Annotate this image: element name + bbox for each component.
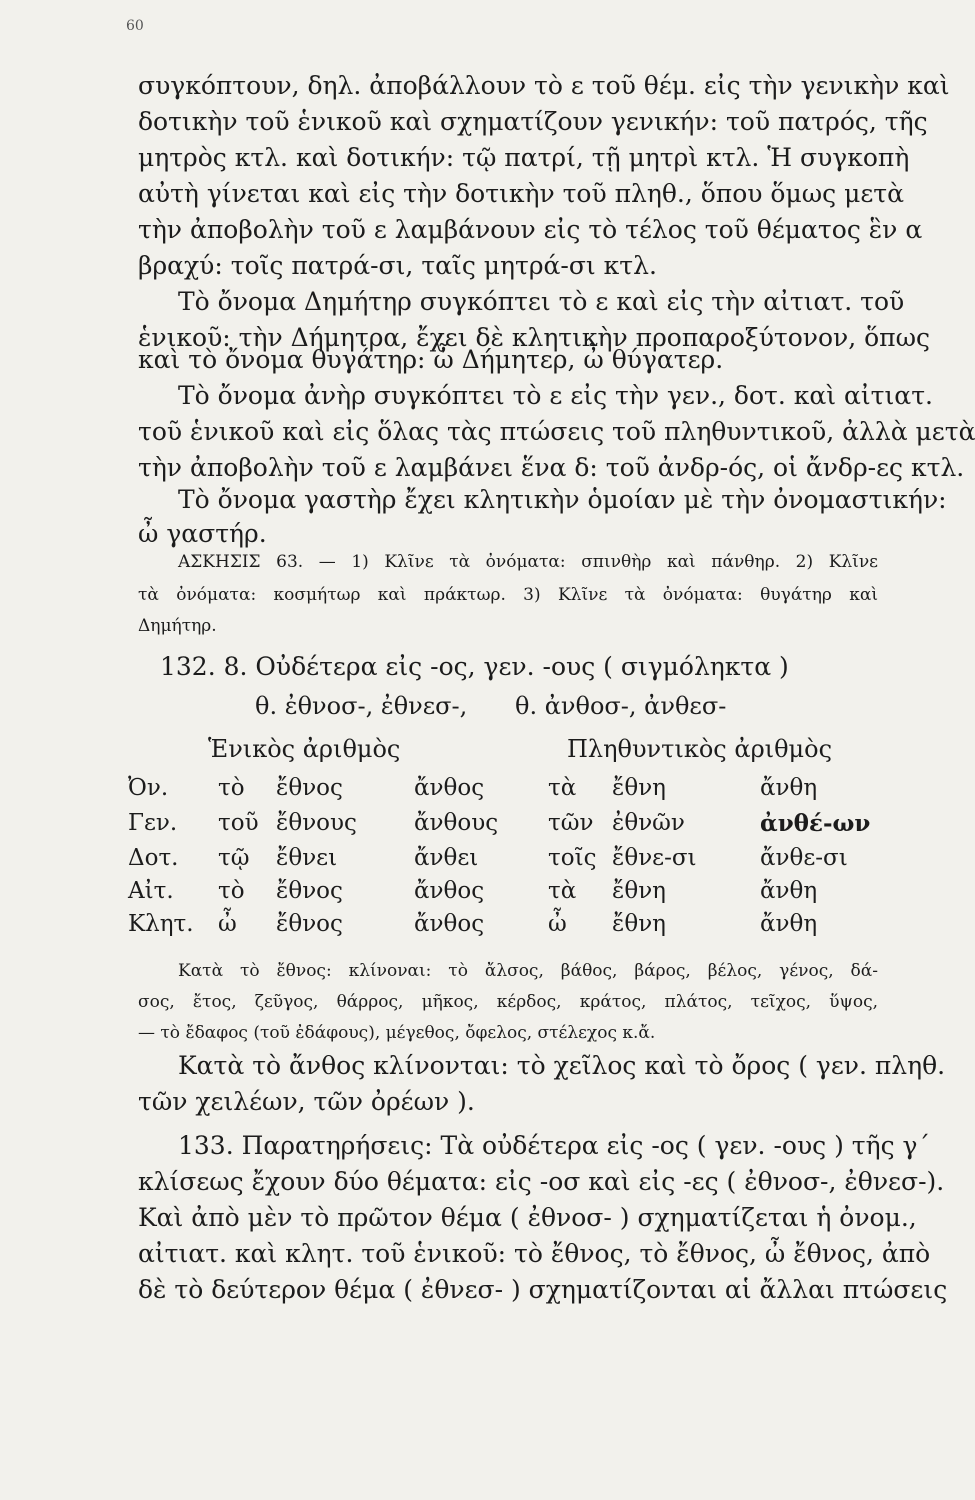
article-sg: τὸ bbox=[218, 878, 245, 904]
case-label: Δοτ. bbox=[128, 845, 179, 871]
text-line: ἑνικοῦ: τὴν Δήμητρα, ἔχει δὲ κλητικὴν προπαροξύτονον, ὅπως bbox=[138, 323, 930, 352]
case-label: Γεν. bbox=[128, 810, 178, 836]
text-line: τὴν ἀποβολὴν τοῦ ε λαμβάνουν εἰς τὸ τέλος τοῦ θέματος ἓν α bbox=[138, 215, 923, 244]
text-line: Κατὰ τὸ ἄνθος κλίνονται: τὸ χεῖλος καὶ τὸ ὄρος ( γεν. πληθ. bbox=[178, 1051, 946, 1080]
word2-pl: ἄνθη bbox=[760, 911, 818, 937]
stems-right: θ. ἀνθοσ-, ἀνθεσ- bbox=[515, 692, 727, 720]
word1-pl: ἐθνῶν bbox=[612, 810, 685, 836]
word1-pl: ἔθνη bbox=[612, 911, 666, 937]
word2-sg: ἄνθος bbox=[414, 911, 485, 937]
text-line: Τὸ ὄνομα γαστὴρ ἔχει κλητικὴν ὁμοίαν μὲ τὴν ὀνομαστικήν: bbox=[178, 485, 947, 514]
word1-pl: ἔθνη bbox=[612, 775, 666, 801]
exercise-line: Δημήτηρ. bbox=[138, 616, 217, 636]
text-line: ὦ γαστήρ. bbox=[138, 519, 267, 548]
section-heading: 132. 8. Οὐδέτερα εἰς -ος, γεν. -ους ( σιγμόληκτα ) bbox=[160, 652, 789, 681]
text-line: καὶ τὸ ὄνομα θυγάτηρ: ὦ Δήμητερ, ὦ θύγατερ. bbox=[138, 345, 724, 374]
word2-sg: ἄνθος bbox=[414, 878, 485, 904]
table-row bbox=[0, 775, 916, 813]
stems-left: θ. ἐθνοσ-, ἐθνεσ-, bbox=[255, 692, 468, 720]
exercise-line: τὰ ὀνόματα: κοσμήτωρ καὶ πράκτωρ. 3) Κλῖνε τὰ ὀνόματα: θυγάτηρ καὶ bbox=[138, 585, 878, 605]
word1-sg: ἔθνει bbox=[276, 845, 338, 871]
note-line: σος, ἔτος, ζεῦγος, θάρρος, μῆκος, κέρδος, κράτος, πλάτος, τεῖχος, ὕψος, bbox=[138, 992, 878, 1012]
note-line: — τὸ ἔδαφος (τοῦ ἐδάφους), μέγεθος, ὄφελος, στέλεχος κ.ἄ. bbox=[138, 1023, 656, 1043]
case-label: Αἰτ. bbox=[128, 878, 174, 904]
article-sg: τὸ bbox=[218, 775, 245, 801]
word2-pl: ἄνθη bbox=[760, 878, 818, 904]
article-pl: ὦ bbox=[548, 911, 567, 937]
page-number: 60 bbox=[126, 18, 144, 34]
plural-header: Πληθυντικὸς ἀριθμὸς bbox=[567, 735, 833, 763]
text-line: δὲ τὸ δεύτερον θέμα ( ἐθνεσ- ) σχηματίζονται αἱ ἄλλαι πτώσεις bbox=[138, 1275, 948, 1304]
case-label: Κλητ. bbox=[128, 911, 194, 937]
word2-pl: ἄνθη bbox=[760, 775, 818, 801]
text-line: Τὸ ὄνομα ἀνὴρ συγκόπτει τὸ ε εἰς τὴν γεν., δοτ. καὶ αἰτιατ. bbox=[178, 381, 933, 410]
table-row bbox=[0, 911, 916, 949]
exercise-line: ΑΣΚΗΣΙΣ 63. — 1) Κλῖνε τὰ ὀνόματα: σπινθὴρ καὶ πάνθηρ. 2) Κλῖνε bbox=[178, 552, 878, 572]
text-line: αὐτὴ γίνεται καὶ εἰς τὴν δοτικὴν τοῦ πληθ., ὅπου ὅμως μετὰ bbox=[138, 179, 904, 208]
text-line: βραχύ: τοῖς πατρά-σι, ταῖς μητρά-σι κτλ. bbox=[138, 251, 657, 280]
article-sg: ὦ bbox=[218, 911, 237, 937]
word2-sg: ἄνθους bbox=[414, 810, 499, 836]
article-pl: τὰ bbox=[548, 775, 577, 801]
text-line: Καὶ ἀπὸ μὲν τὸ πρῶτον θέμα ( ἐθνοσ- ) σχηματίζεται ἡ ὀνομ., bbox=[138, 1203, 917, 1232]
article-sg: τοῦ bbox=[218, 810, 259, 836]
text-line: αἰτιατ. καὶ κλητ. τοῦ ἑνικοῦ: τὸ ἔθνος, τὸ ἔθνος, ὦ ἔθνος, ἀπὸ bbox=[138, 1239, 931, 1268]
text-line: μητρὸς κτλ. καὶ δοτικήν: τῷ πατρί, τῇ μητρὶ κτλ. Ἡ συγκοπὴ bbox=[138, 143, 910, 172]
word1-sg: ἔθνους bbox=[276, 810, 357, 836]
word2-pl: ἄνθε-σι bbox=[760, 845, 848, 871]
word2-sg: ἄνθος bbox=[414, 775, 485, 801]
singular-header: Ἑνικὸς ἀριθμὸς bbox=[208, 735, 401, 763]
note-line: Κατὰ τὸ ἔθνος: κλίνοναι: τὸ ἄλσος, βάθος, βάρος, βέλος, γένος, δά- bbox=[178, 961, 878, 981]
text-line: κλίσεως ἔχουν δύο θέματα: εἰς -οσ καὶ εἰς -ες ( ἐθνοσ-, ἐθνεσ-). bbox=[138, 1167, 945, 1196]
word1-sg: ἔθνος bbox=[276, 878, 343, 904]
text-line: συγκόπτουν, δηλ. ἀποβάλλουν τὸ ε τοῦ θέμ. εἰς τὴν γενικὴν καὶ bbox=[138, 71, 950, 100]
text-line: δοτικὴν τοῦ ἑνικοῦ καὶ σχηματίζουν γενικήν: τοῦ πατρός, τῆς bbox=[138, 107, 928, 136]
text-line: τὴν ἀποβολὴν τοῦ ε λαμβάνει ἕνα δ: τοῦ ἀνδρ-ός, οἱ ἄνδρ-ες κτλ. bbox=[138, 453, 965, 482]
text-line: Τὸ ὄνομα Δημήτηρ συγκόπτει τὸ ε καὶ εἰς τὴν αἰτιατ. τοῦ bbox=[178, 287, 905, 316]
word1-sg: ἔθνος bbox=[276, 911, 343, 937]
text-line: τοῦ ἑνικοῦ καὶ εἰς ὅλας τὰς πτώσεις τοῦ πληθυντικοῦ, ἀλλὰ μετὰ bbox=[138, 417, 975, 446]
text-line: τῶν χειλέων, τῶν ὀρέων ). bbox=[138, 1087, 475, 1116]
case-label: Ὀν. bbox=[128, 775, 169, 801]
text-line: 133. Παρατηρήσεις: Τὰ οὐδέτερα εἰς -ος ( γεν. -ους ) τῆς γ´ bbox=[178, 1131, 930, 1160]
word1-sg: ἔθνος bbox=[276, 775, 343, 801]
article-pl: τὰ bbox=[548, 878, 577, 904]
word2-sg: ἄνθει bbox=[414, 845, 479, 871]
article-pl: τῶν bbox=[548, 810, 594, 836]
word1-pl: ἔθνε-σι bbox=[612, 845, 697, 871]
word1-pl: ἔθνη bbox=[612, 878, 666, 904]
article-pl: τοῖς bbox=[548, 845, 597, 871]
article-sg: τῷ bbox=[218, 845, 250, 871]
table-row bbox=[0, 810, 916, 848]
word2-pl: ἀνθέ-ων bbox=[760, 810, 871, 837]
